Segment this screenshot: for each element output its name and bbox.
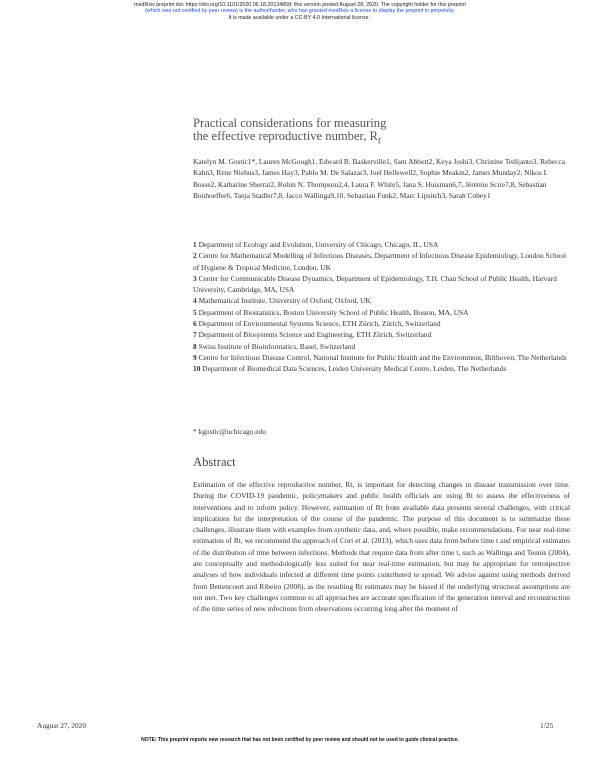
affiliation-item: 6 Department of Environmental Systems Science, ETH Zürich, Zürich, Switzerland — [193, 319, 441, 329]
header-line-1: medRxiv preprint doi: https://doi.org/10.1101/2020.06.18.20134858; this version posted August 28, 2020. The copyright holder for this preprint — [134, 2, 466, 8]
paper-title — [193, 117, 493, 148]
footer-date: August 27, 2020 — [37, 721, 87, 730]
header-line-2: (which was not certified by peer review) is the author/funder, who has granted medRxiv a license to display the preprint in perpetuity. — [145, 8, 455, 15]
affiliation-item: 2 Centre for Mathematical Modelling of Infectious Diseases, Department of Infectious Disease Epidemiology, London School of Hygiene & Tropical Medicine, London, UK — [193, 251, 567, 272]
title-line-1: Practical considerations for measuring — [193, 116, 387, 130]
affiliation-item: 4 Mathematical Institute, University of Oxford, Oxford, UK — [193, 296, 371, 306]
affiliation-item: 5 Department of Biostatistics, Boston University School of Public Health, Boston, MA, USA — [193, 307, 469, 317]
affiliation-item: 9 Centre for Infectious Disease Control, National Institute for Public Health and the Environment, Bilthoven, The Netherlands — [193, 352, 567, 362]
abstract-body: Estimation of the effective reproductive number, Rt, is important for detecting changes in disease transmission over time. During the COVID-19 pandemic, policymakers and public health officials are using Rt to assess the effectiveness of interventions and to inform policy. However, estimation of Rt from available data presents several challenges, with critical implications for the interpretation of the course of the pandemic. The purpose of this document is to summarize these challenges, illustrate them with examples from synthetic data, and, where possible, make recommendations. For near real-time estimation of Rt, we recommend the approach of Cori et al. (2013), which uses data from before time t and empirical estimates of the distribution of time between infections. Methods that require data from after time t, such as Wallinga and Teunis (2004), are conceptually and methodologically less suited for near real-time estimation, but may be appropriate for retrospective analyses of how individuals infected at different time points contributed to spread. We advise against using methods derived from Bettencourt and Ribeiro (2008), as the resulting Rt estimates may be biased if the underlying structural assumptions are not met. Two key challenges common to all approaches are accurate specification of the generation interval and reconstruction of the time series of new infections from observations occurring long after the moment of — [193, 480, 570, 614]
author-list: Katelyn M. Gostic1*, Lauren McGough1, Edward B. Baskerville1, Sam Abbott2, Keya Joshi3, Christine Tedijanto3, Rebecca Kahn3, Rene Niehus3, James Hay3, Pablo M. De Salazar3, Joel Hellewell2, Sophie Meakin2, James Munday2, Nikos I. Bosse2, Katharine Sherrat2, Robin N. Thompson2,4, Laura F. White5, Jana S. Huisman6,7, Jérémie Scire7,8, Sebastian Bonhoeffer6, Tanja Stadler7,8, Jacco Wallinga9,10, Sebastian Funk2, Marc Lipsitch3, Sarah Cobey1 — [193, 157, 566, 200]
abstract-heading: Abstract — [193, 455, 236, 469]
affiliation-item: 1 Department of Ecology and Evolution, University of Chicago, Chicago, IL, USA — [193, 240, 439, 249]
preprint-header — [0, 2, 600, 21]
title-line-2: the effective reproductive number, $R_t$ — [193, 129, 381, 147]
affiliation-item: 3 Center for Communicable Disease Dynamics, Department of Epidemiology, T.H. Chan School of Public Health, Harvard University, Cambridge, MA, USA — [193, 273, 557, 295]
peer-review-note: NOTE: This preprint reports new research that has not been certified by peer review and should not be used to guide clinical practice. — [141, 737, 459, 743]
header-line-3: It is made available under a CC-BY 4.0 International license . — [228, 14, 372, 21]
affiliation-list — [193, 239, 570, 375]
corresponding-email: * kgostic@uchicago.edu — [193, 427, 266, 436]
page-number: 1/25 — [540, 721, 554, 730]
affiliation-item: 7 Department of Biosystems Science and Engineering, ETH Zürich, Switzerland — [193, 330, 432, 340]
affiliation-item: 10 Department of Biomedical Data Sciences, Leiden University Medical Centre, Leiden, The Netherlands — [193, 364, 507, 374]
affiliation-item: 8 Swiss Institute of Bioinformatics, Basel, Switzerland — [193, 341, 356, 351]
